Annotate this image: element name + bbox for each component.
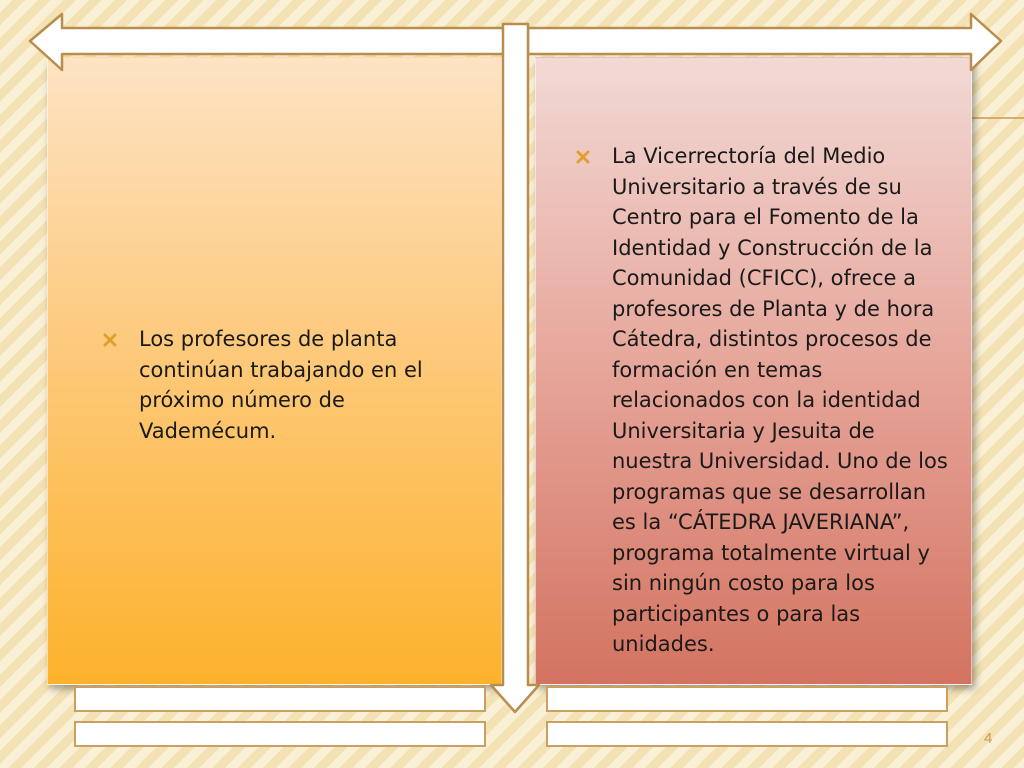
bullet-text: Los profesores de planta continúan trabajando en el próximo número de Vademécum.: [139, 327, 423, 443]
footer-box-right-top: [546, 686, 948, 712]
left-arrow-icon: [30, 14, 504, 70]
right-arrow-icon: [528, 14, 1001, 70]
down-arrow-icon: [491, 24, 539, 712]
bullet-text: La Vicerrectoría del Medio Universitario a través de su Centro para el Fomento de la Identidad y Construcción de la Comunidad (CFICC), ofrece a profesores de Planta y de hora Cátedra, distintos procesos de formación en temas relacionados con la identidad Universitaria y Jesuita de nuestra Universidad. Uno de los programas que se desarrollan es la “CÁTEDRA JAVERIANA”, programa totalmente virtual y sin ningún costo para los participantes o para las unidades.: [612, 144, 948, 656]
footer-box-left-bottom: [74, 721, 486, 747]
footer-box-right-bottom: [546, 721, 948, 747]
footer-box-left-top: [74, 686, 486, 712]
page-number: 4: [984, 730, 993, 747]
